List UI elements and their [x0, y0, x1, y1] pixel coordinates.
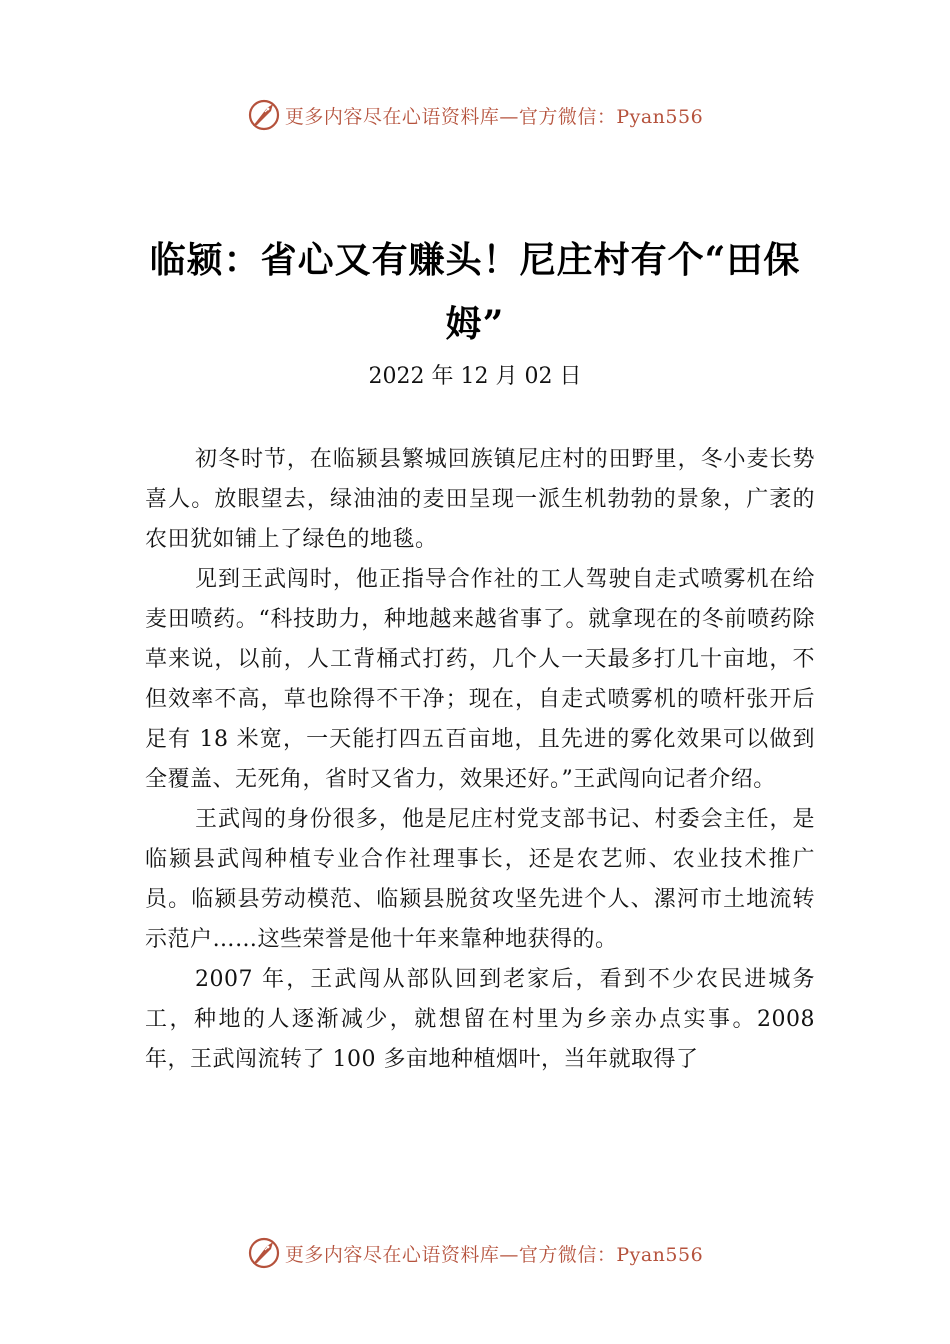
paragraph: 王武闯的身份很多，他是尼庄村党支部书记、村委会主任，是临颍县武闯种植专业合作社理事长，还是农艺师、农业技术推广员。临颍县劳动模范、临颍县脱贫攻坚先进个人、漯河市土地流转示范户……这些荣誉是他十年来靠种地获得的。 [145, 807, 815, 952]
pen-nib-logo-icon [247, 1236, 281, 1270]
article-date: 2022 年 12 月 02 日 [368, 364, 582, 389]
watermark-text: 更多内容尽在心语资料库—官方微信：Pyan556 [284, 105, 704, 128]
pen-nib-logo-icon [247, 98, 281, 132]
paragraph: 初冬时节，在临颍县繁城回族镇尼庄村的田野里，冬小麦长势喜人。放眼望去，绿油油的麦田呈现一派生机勃勃的景象，广袤的农田犹如铺上了绿色的地毯。 [145, 447, 815, 552]
paragraph: 见到王武闯时，他正指导合作社的工人驾驶自走式喷雾机在给麦田喷药。“科技助力，种地越来越省事了。就拿现在的冬前喷药除草来说，以前，人工背桶式打药，几个人一天最多打几十亩地，不但效率不高，草也除得不干净；现在，自走式喷雾机的喷杆张开后足有 18 米宽，一天能打四五百亩地，且先进的雾化效果可以做到全覆盖、无死角，省时又省力，效果还好。”王武闯向记者介绍。 [145, 567, 815, 792]
article-title: 临颍：省心又有赚头！尼庄村有个“田保姆” [149, 239, 801, 345]
footer-watermark [0, 1233, 950, 1273]
header-watermark [0, 95, 950, 135]
paragraph: 2007 年，王武闯从部队回到老家后，看到不少农民进城务工，种地的人逐渐减少，就想留在村里为乡亲办点实事。2008 年，王武闯流转了 100 多亩地种植烟叶，当年就取得了 [145, 967, 815, 1072]
watermark-text: 更多内容尽在心语资料库—官方微信：Pyan556 [284, 1243, 704, 1266]
article-body [145, 440, 815, 1080]
